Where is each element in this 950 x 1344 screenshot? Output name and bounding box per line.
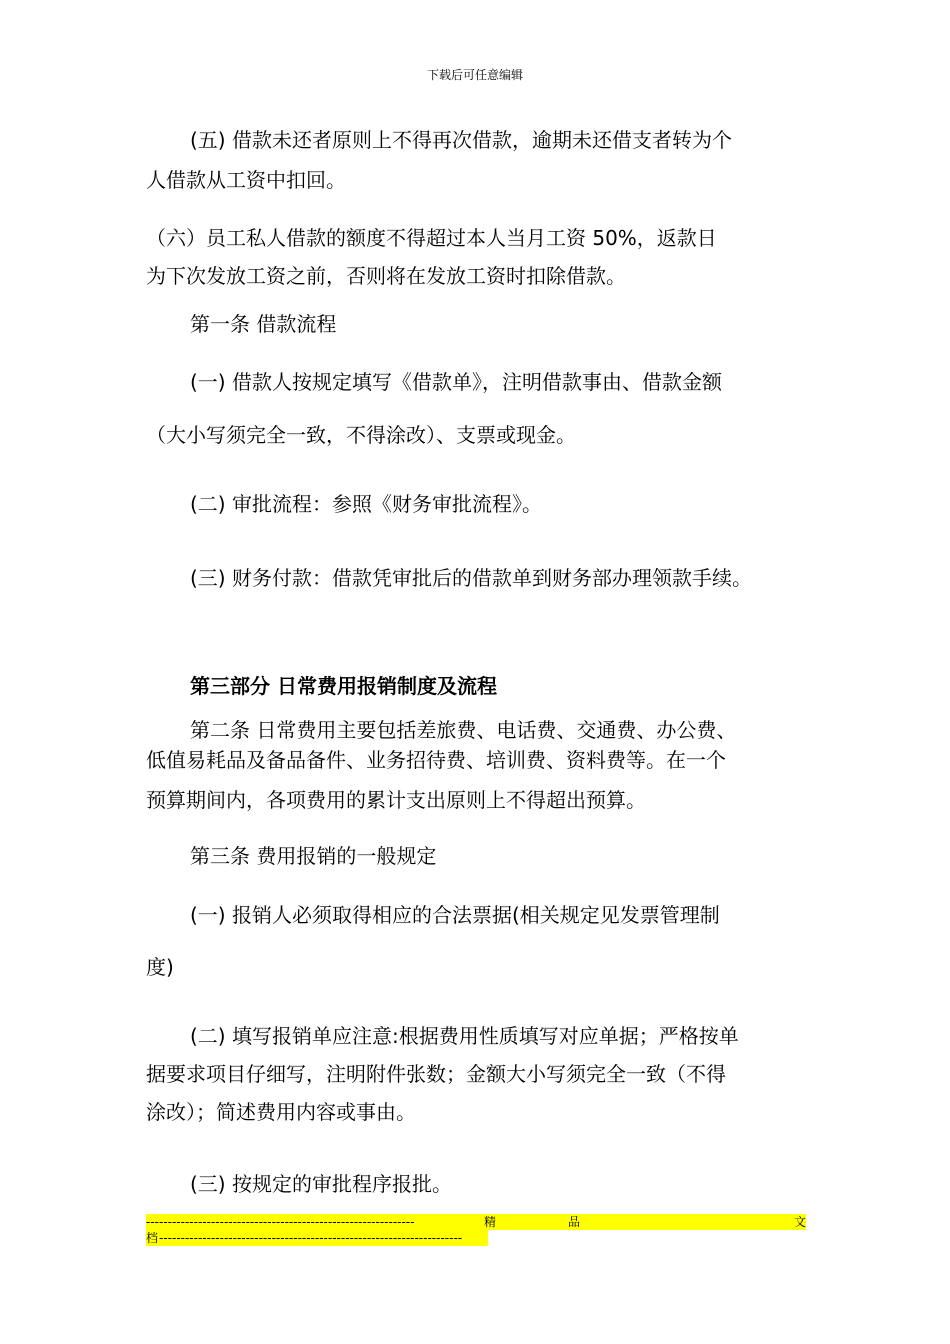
article-heading: 第一条 借款流程 [190, 312, 337, 336]
paragraph-line: 第二条 日常费用主要包括差旅费、电话费、交通费、办公费、 [190, 718, 737, 742]
paragraph-line: (三) 按规定的审批程序报批。 [190, 1172, 452, 1196]
footer-char-dang: 档 [146, 1231, 159, 1245]
footer-char-jing: 精 [484, 1215, 497, 1229]
paragraph-line: 涂改）；简述费用内容或事由。 [146, 1100, 416, 1124]
paragraph-line: (三) 财务付款：借款凭审批后的借款单到财务部办理领款手续。 [190, 566, 752, 590]
paragraph-line: (一) 借款人按规定填写《借款单》，注明借款事由、借款金额 [190, 370, 722, 394]
article-heading: 第三条 费用报销的一般规定 [190, 844, 437, 868]
paragraph-line: 低值易耗品及备品备件、业务招待费、培训费、资料费等。在一个 [146, 748, 726, 772]
paragraph-line: 度) [146, 955, 174, 979]
page-header: 下载后可任意编辑 [426, 68, 523, 82]
paragraph-line: （大小写须完全一致，不得涂改）、支票或现金。 [146, 423, 576, 447]
paragraph-line: 人借款从工资中扣回。 [146, 168, 346, 192]
section-heading: 第三部分 日常费用报销制度及流程 [190, 674, 497, 698]
paragraph-line: 预算期间内，各项费用的累计支出原则上不得超出预算。 [146, 788, 646, 812]
paragraph-line: 为下次发放工资之前，否则将在发放工资时扣除借款。 [146, 264, 626, 288]
paragraph-line: （六）员工私人借款的额度不得超过本人当月工资 50%，返款日 [146, 226, 717, 250]
footer-char-pin: 品 [568, 1215, 581, 1229]
paragraph-line: (二) 填写报销单应注意:根据费用性质填写对应单据；严格按单 [190, 1024, 739, 1048]
paragraph-line: (一) 报销人必须取得相应的合法票据(相关规定见发票管理制 [190, 903, 720, 927]
footer-char-wen: 文 [794, 1215, 807, 1229]
footer-dashes-left: -------------------------------------------------------------- [146, 1215, 415, 1229]
paragraph-line: 据要求项目仔细写，注明附件张数；金额大小写须完全一致（不得 [146, 1062, 726, 1086]
paragraph-line: (五) 借款未还者原则上不得再次借款，逾期未还借支者转为个 [190, 128, 732, 152]
footer-dashes-right: ---------------------------------------------------------------------- [159, 1231, 463, 1245]
paragraph-line: (二) 审批流程：参照《财务审批流程》。 [190, 492, 542, 516]
